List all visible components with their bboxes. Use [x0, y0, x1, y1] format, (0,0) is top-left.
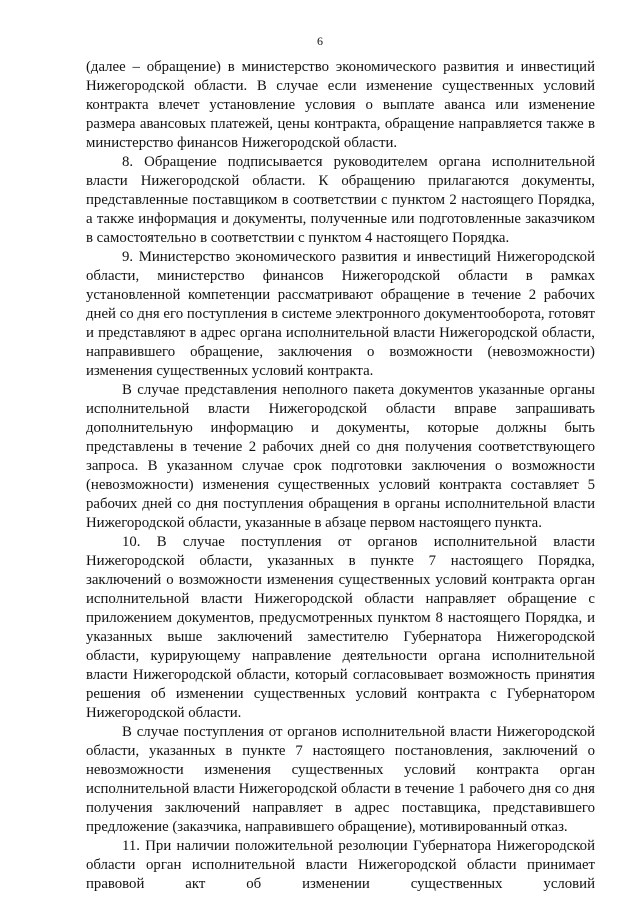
paragraph-item-11: 11. При наличии положительной резолюции Губернатора Нижегородской области орган исполнительной власти Нижегородской области принимает правовой акт об изменении существенных условий [86, 838, 595, 892]
paragraph-intro-continuation: (далее – обращение) в министерство экономического развития и инвестиций Нижегородской области. В случае если изменение существенных условий контракта влечет установление условия о выплате аванса или изменение размера авансовых платежей, цены контракта, обращение направляется также в министерство финансов Нижегородской области. [86, 59, 595, 151]
paragraph-item-10-refusal: В случае поступления от органов исполнительной власти Нижегородской области, указанных в пункте 7 настоящего постановления, заключений о невозможности изменения существенных условий контракта орган исполнительной власти Нижегородской области в течение 1 рабочего дня со дня получения заключений направляет в адрес поставщика, представившего предложение (заказчика, направившего обращение), мотивированный отказ. [86, 724, 595, 835]
paragraph-item-9-incomplete-package: В случае представления неполного пакета документов указанные органы исполнительной власти Нижегородской области вправе запрашивать дополнительную информацию и документы, которые должны быть представлены в течение 2 рабочих дней со дня получения соответствующего запроса. В указанном случае срок подготовки заключения о возможности (невозможности) изменения существенных условий контракта составляет 5 рабочих дней со дня поступления обращения в органы исполнительной власти Нижегородской области, указанные в абзаце первом настоящего пункта. [86, 382, 595, 531]
document-body [86, 58, 595, 894]
paragraph-item-8: 8. Обращение подписывается руководителем органа исполнительной власти Нижегородской области. К обращению прилагаются документы, представленные поставщиком в соответствии с пунктом 2 настоящего Порядка, а также информация и документы, полученные или подготовленные заказчиком в самостоятельно в соответствии с пунктом 4 настоящего Порядка. [86, 154, 595, 246]
paragraph-item-9: 9. Министерство экономического развития и инвестиций Нижегородской области, министерство финансов Нижегородской области в рамках установленной компетенции рассматривают обращение в течение 2 рабочих дней со дня его поступления в системе электронного документооборота, готовят и представляют в адрес органа исполнительной власти Нижегородской области, направившего обращение, заключения о возможности (невозможности) изменения существенных условий контракта. [86, 249, 595, 379]
paragraph-item-10: 10. В случае поступления от органов исполнительной власти Нижегородской области, указанных в пункте 7 настоящего Порядка, заключений о возможности изменения существенных условий контракта орган исполнительной власти Нижегородской области направляет обращение с приложением документов, предусмотренных пунктом 8 настоящего Порядка, и указанных выше заключений заместителю Губернатора Нижегородской области, курирующему направление деятельности органа исполнительной власти Нижегородской области, который согласовывает возможность принятия решения об изменении существенных условий контракта с Губернатором Нижегородской области. [86, 534, 595, 721]
page-number: 6 [317, 34, 323, 48]
